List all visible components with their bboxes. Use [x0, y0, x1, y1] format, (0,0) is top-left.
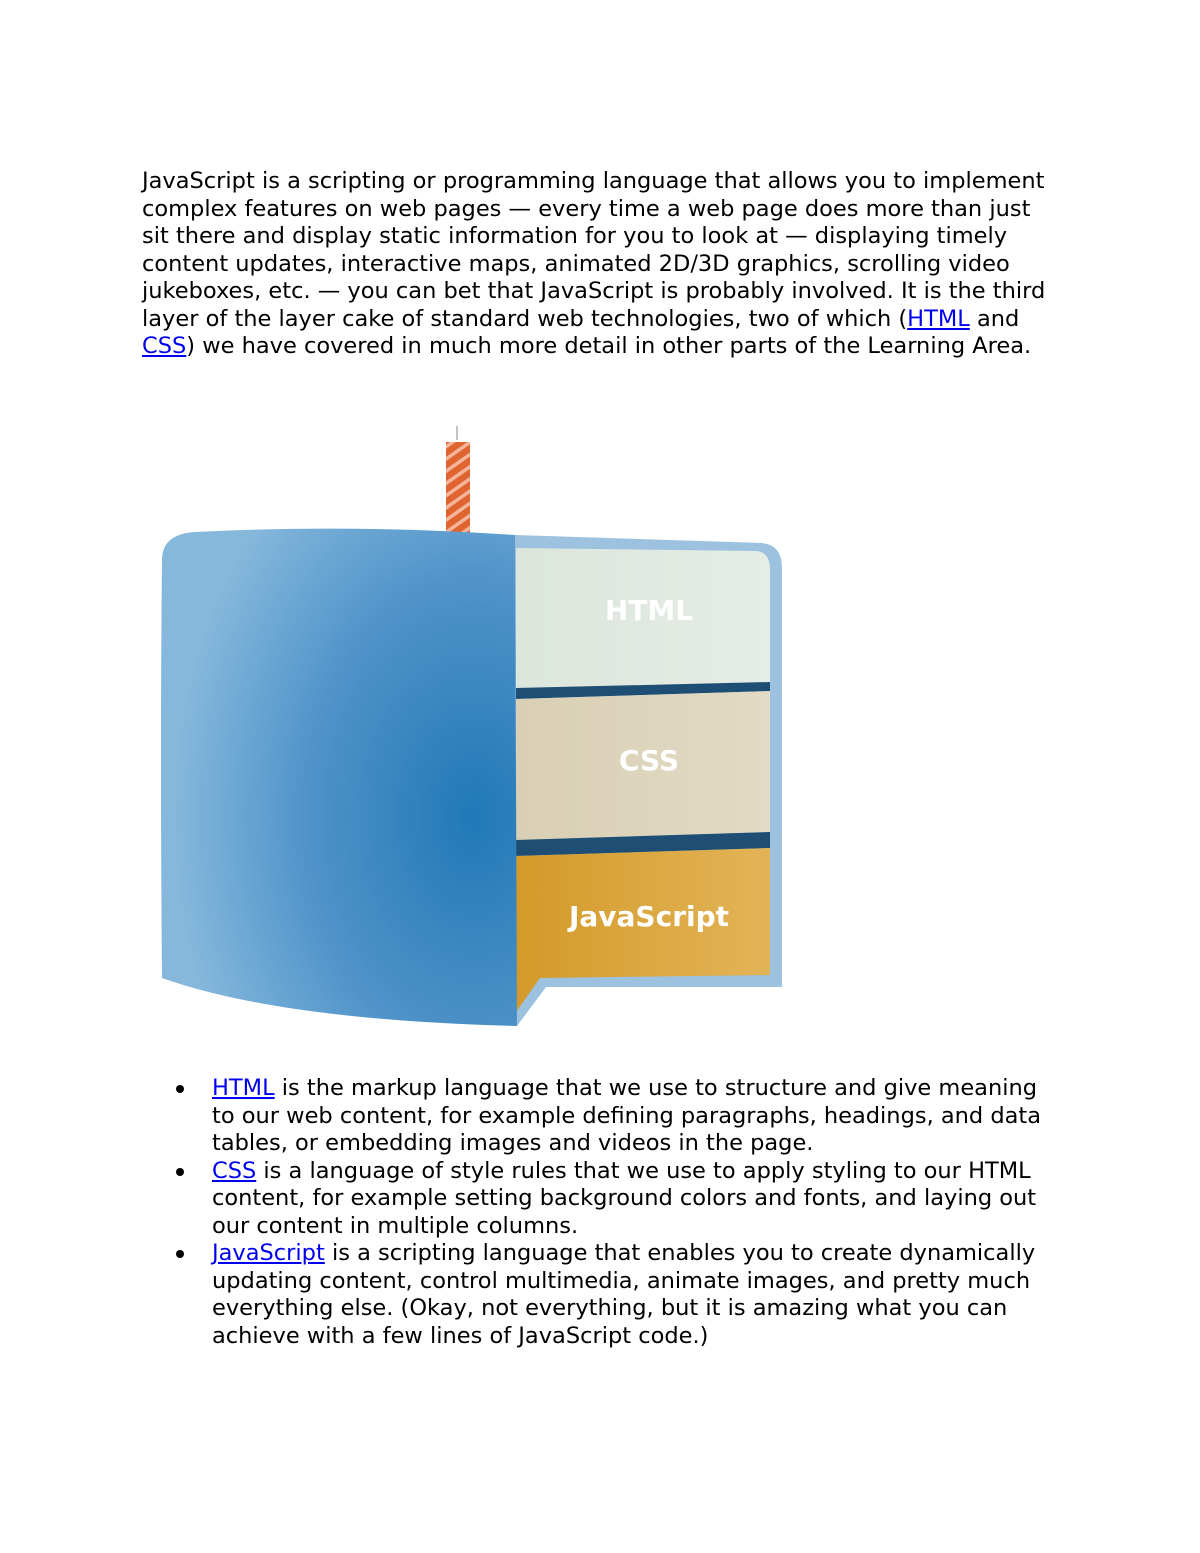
css-link[interactable]: CSS	[212, 1157, 257, 1184]
intro-text-after: ) we have covered in much more detail in other parts of the Learning Area.	[186, 333, 1032, 359]
bullet-icon	[176, 1085, 184, 1093]
html-link[interactable]: HTML	[212, 1075, 275, 1101]
list-item	[212, 1240, 1042, 1350]
candle-body	[446, 442, 470, 534]
bullet-icon	[176, 1168, 184, 1176]
html-layer-label: HTML	[604, 594, 694, 627]
list-item	[212, 1158, 1042, 1241]
list-item-text: is a scripting language that enables you to create dynamically updating content, control multimedia, animate images, and pretty much everything else. (Okay, not everything, but it is amazing what you can achieve with a few lines of JavaScript code.)	[212, 1240, 1036, 1349]
bullet-icon	[176, 1250, 184, 1258]
intro-text-and: and	[969, 305, 1020, 332]
intro-paragraph	[142, 168, 1052, 361]
list-item	[212, 1075, 1042, 1158]
css-link[interactable]: CSS	[142, 333, 187, 359]
html-link[interactable]: HTML	[907, 305, 970, 332]
candle	[446, 426, 470, 534]
cake-body	[161, 529, 517, 1026]
javascript-link[interactable]: JavaScript	[212, 1240, 325, 1266]
list-item-text: is the markup language that we use to structure and give meaning to our web content, for example defining paragraphs, headings, and data tables, or embedding images and videos in the page.	[212, 1075, 1042, 1156]
javascript-layer-label: JavaScript	[568, 900, 730, 933]
technology-list	[212, 1075, 1042, 1350]
layer-cake-illustration	[150, 420, 790, 1035]
css-layer-label: CSS	[618, 744, 680, 777]
intro-text-before: JavaScript is a scripting or programming language that allows you to implement complex features on web pages — every time a web page does more than just sit there and display static information for you to look at — displaying timely content updates, interactive maps, animated 2D/3D graphics, scrolling video jukeboxes, etc. — you can bet that JavaScript is probably involved. It is the third layer of the layer cake of standard web technologies, two of which (	[142, 168, 1046, 332]
list-item-text: is a language of style rules that we use to apply styling to our HTML content, for example setting background colors and fonts, and laying out our content in multiple columns.	[212, 1157, 1037, 1239]
